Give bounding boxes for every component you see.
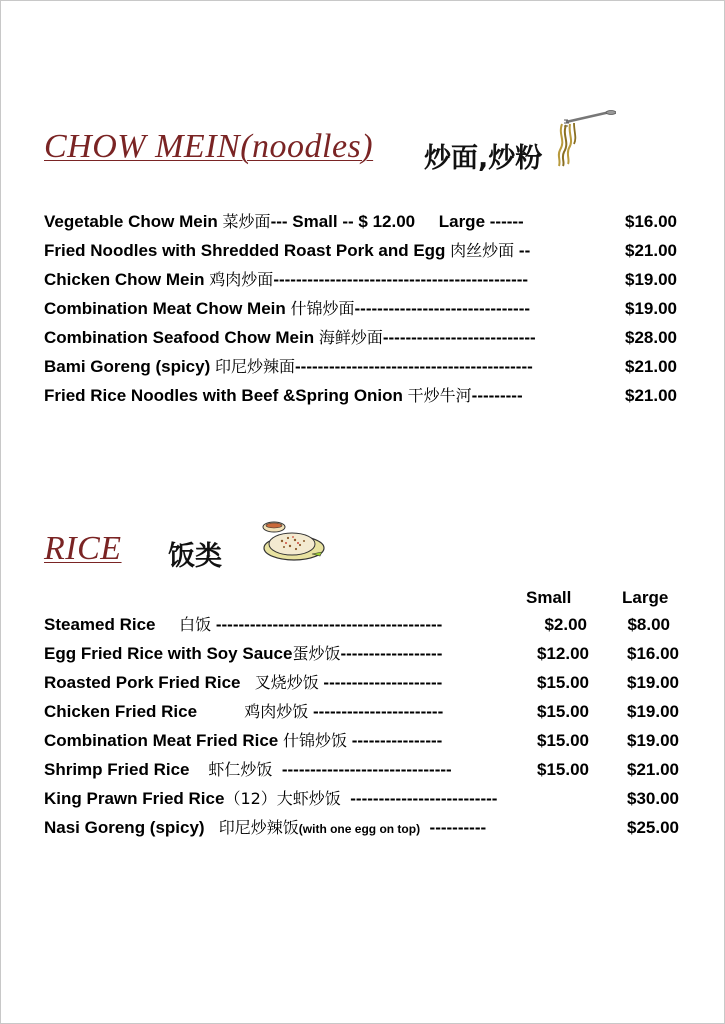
menu-item: Fried Rice Noodles with Beef &Spring Onion 干炒牛河--------- xyxy=(44,386,528,405)
menu-item: Roasted Pork Fried Rice 叉烧炒饭 --------------------- xyxy=(44,673,443,692)
menu-item-price: $28.00 xyxy=(625,328,677,347)
noodle-fork-icon xyxy=(552,110,616,168)
menu-item: Bami Goreng (spicy) 印尼炒辣面------------------------------------------ xyxy=(44,357,533,376)
menu-item: Steamed Rice 白饭 ---------------------------------------- xyxy=(44,615,443,634)
menu-item-price: $19.00 xyxy=(625,270,677,289)
menu-item-price: $21.00 xyxy=(625,386,677,405)
menu-item-price-small: $2.00 xyxy=(544,615,587,634)
column-header-small: Small xyxy=(526,588,572,607)
menu-item: Combination Seafood Chow Mein 海鲜炒面--------------------------- xyxy=(44,328,536,347)
menu-item-price-large: $21.00 xyxy=(627,760,679,779)
menu-item-price: $21.00 xyxy=(625,241,677,260)
menu-item: Fried Noodles with Shredded Roast Pork and Egg 肉丝炒面 -- xyxy=(44,241,535,260)
menu-item: Shrimp Fried Rice 虾仁炒饭 ------------------------------ xyxy=(44,760,452,779)
chow-mein-title-cn: 炒面,炒粉 xyxy=(424,143,543,174)
menu-item-price-small: $15.00 xyxy=(537,702,589,721)
menu-item-price-small: $15.00 xyxy=(537,760,589,779)
menu-item-price-small: $15.00 xyxy=(537,731,589,750)
rice-title: RICE xyxy=(44,530,122,567)
menu-item-price-large: $19.00 xyxy=(627,702,679,721)
menu-item-price-large: $25.00 xyxy=(627,818,679,837)
menu-item: Chicken Fried Rice 鸡肉炒饭 ----------------------- xyxy=(44,702,444,721)
menu-item: Chicken Chow Mein 鸡肉炒面--------------------------------------------- xyxy=(44,270,529,289)
menu-item: Nasi Goreng (spicy) 印尼炒辣饭(with one egg on top) ---------- xyxy=(44,818,487,837)
menu-item: Egg Fried Rice with Soy Sauce蛋炒饭------------------ xyxy=(44,644,443,663)
chow-mein-title: CHOW MEIN(noodles) xyxy=(44,128,374,165)
menu-item: King Prawn Fried Rice（12）大虾炒饭 -------------------------- xyxy=(44,789,498,808)
fried-rice-plate-icon xyxy=(260,516,326,564)
menu-item-price-large: $19.00 xyxy=(627,673,679,692)
menu-item-price-large: $19.00 xyxy=(627,731,679,750)
menu-item: Combination Meat Fried Rice 什锦炒饭 ---------------- xyxy=(44,731,443,750)
menu-item-price: $16.00 xyxy=(625,212,677,231)
rice-title-cn: 饭类 xyxy=(168,541,222,572)
menu-item-price: $19.00 xyxy=(625,299,677,318)
menu-item: Vegetable Chow Mein 菜炒面--- Small -- $ 12.00 Large ------ xyxy=(44,212,529,231)
menu-item-price: $21.00 xyxy=(625,357,677,376)
menu-item-price-large: $16.00 xyxy=(627,644,679,663)
menu-item-price-large: $30.00 xyxy=(627,789,679,808)
menu-item-price-small: $15.00 xyxy=(537,673,589,692)
menu-item: Combination Meat Chow Mein 什锦炒面------------------------------- xyxy=(44,299,535,318)
column-header-large: Large xyxy=(622,588,669,607)
menu-item-price-large: $8.00 xyxy=(627,615,670,634)
menu-item-price-small: $12.00 xyxy=(537,644,589,663)
